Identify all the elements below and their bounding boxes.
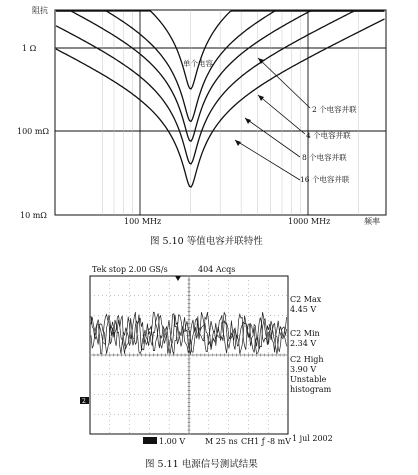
curve-label-1: 单个电容 [183, 59, 213, 68]
x-axis-title: 频率 [364, 217, 380, 226]
readout-c2-min-label: C2 Min [290, 329, 320, 338]
scope-acqs: 404 Acqs [198, 265, 236, 274]
oscilloscope-screenshot [80, 265, 333, 446]
trigger-position-marker [175, 276, 181, 281]
curve-label-2: 2 个电容并联 [312, 105, 357, 114]
curve-label-8: 8 个电容并联 [302, 153, 347, 162]
curve-label-16: 16 个电容并联 [300, 175, 350, 184]
impedance-chart [17, 5, 386, 226]
curve-label-4: 4 个电容并联 [306, 131, 351, 140]
channel-marker-label: 2 [82, 398, 86, 405]
scope-vertical-scale: 1.00 V [159, 437, 186, 446]
readout-c2-min-value: 2.34 V [290, 339, 317, 348]
scope-trigger: CH1 ƒ -8 mV [241, 437, 291, 446]
readout-c2-high-label: C2 High [290, 355, 324, 364]
x-tick-100mhz: 100 MHz [124, 217, 162, 226]
y-axis-title: 阻抗 [32, 6, 48, 15]
readout-status-line2: histogram [290, 385, 332, 394]
readout-c2-max-label: C2 Max [290, 295, 322, 304]
readout-c2-max-value: 4.45 V [290, 305, 317, 314]
scope-graticule [90, 276, 288, 434]
y-tick-1ohm: 1 Ω [22, 44, 37, 53]
ch2-badge [143, 437, 157, 444]
scope-timebase: M 25 ns [205, 437, 238, 446]
scope-sample-rate: Tek stop 2.00 GS/s [92, 265, 168, 274]
readout-status-line1: Unstable [290, 375, 327, 384]
figure-5-11-caption: 图 5.11 电源信号测试结果 [145, 459, 258, 470]
x-tick-1000mhz: 1000 MHz [288, 217, 331, 226]
y-tick-10mohm: 10 mΩ [20, 211, 47, 220]
scope-date: 1 jul 2002 [292, 434, 333, 443]
figure-5-10-caption: 图 5.10 等值电容并联特性 [150, 236, 263, 247]
readout-c2-high-value: 3.90 V [290, 365, 317, 374]
y-tick-100mohm: 100 mΩ [17, 127, 50, 136]
